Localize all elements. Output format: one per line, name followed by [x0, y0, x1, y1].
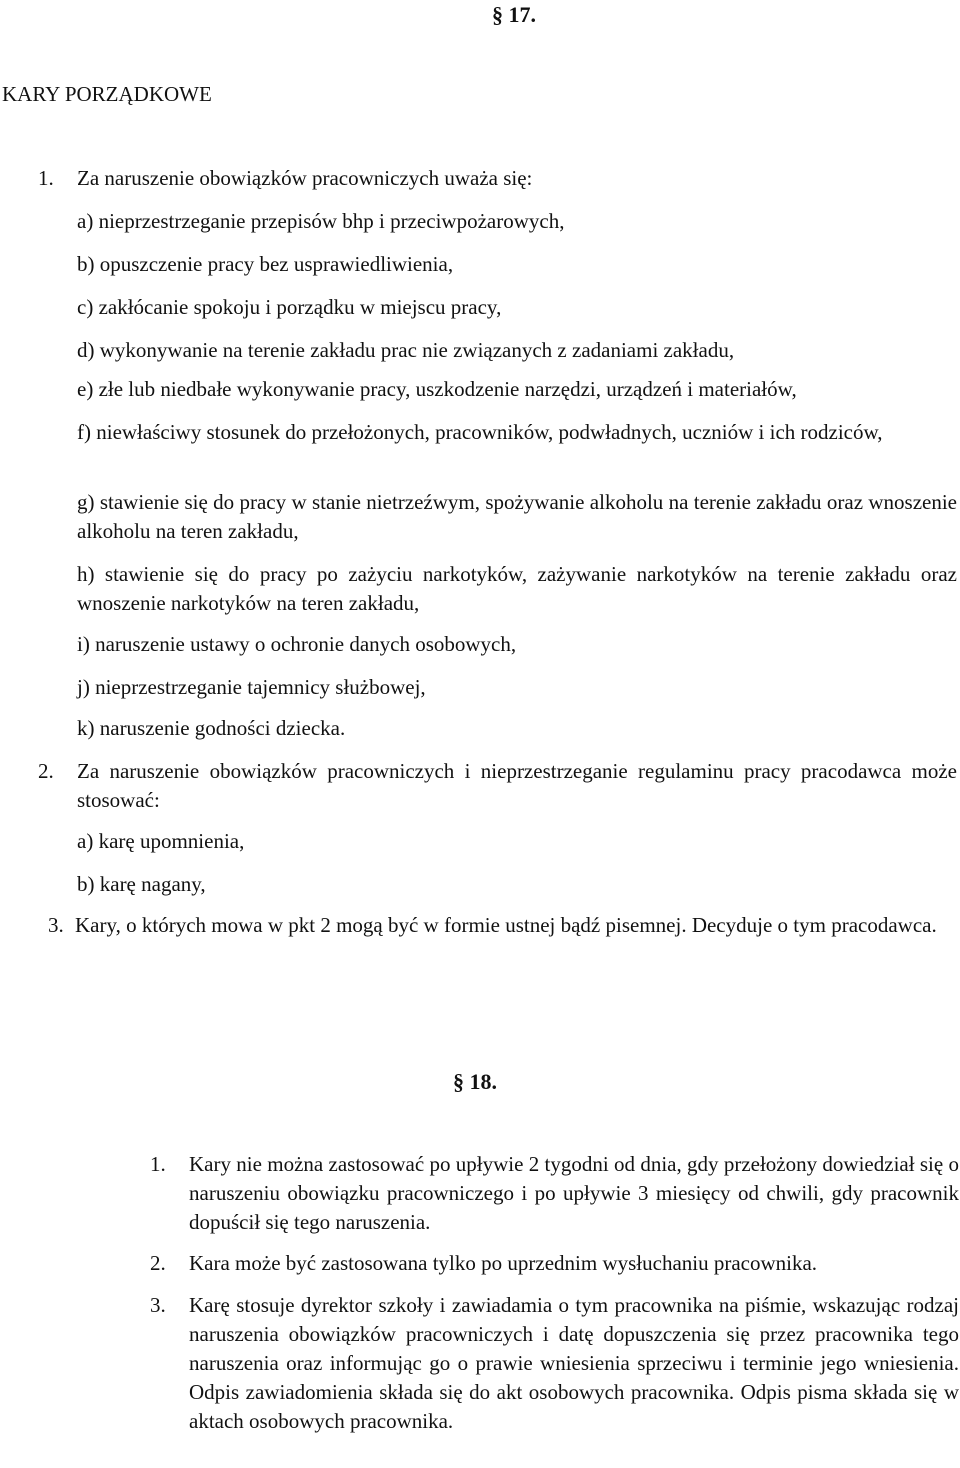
- list-item: a) karę upomnienia,: [77, 829, 245, 853]
- point-text: Karę stosuje dyrektor szkoły i zawiadamia o tym pracownika na piśmie, wskazując rodzaj naruszenia obowiązków pracowniczych i datę dopuszczenia się przez pracownika tego naruszenia oraz informując go o prawie wniesienia sprzeciwu i terminie jego wniesienia. Odpis zawiadomienia składa się do akt osobowych pracownika. Odpis pisma składa się w aktach osobowych pracownika.: [189, 1293, 959, 1433]
- section-17-heading: § 17.: [492, 2, 536, 27]
- point-text: Kary nie można zastosować po upływie 2 tygodni od dnia, gdy przełożony dowiedział się o naruszeniu obowiązku pracowniczego i po upływie 3 miesięcy od chwili, gdy pracownik dopuścił się tego naruszenia.: [189, 1152, 959, 1234]
- list-item: f) niewłaściwy stosunek do przełożonych, pracowników, podwładnych, uczniów i ich rodziców,: [77, 420, 883, 444]
- point-number: 3.: [150, 1293, 166, 1317]
- point-number: 3.: [48, 913, 64, 937]
- list-item: b) karę nagany,: [77, 872, 206, 896]
- point-text: Kara może być zastosowana tylko po uprzednim wysłuchaniu pracownika.: [189, 1251, 818, 1275]
- point-number: 1.: [38, 166, 54, 190]
- list-item: c) zakłócanie spokoju i porządku w miejscu pracy,: [77, 295, 502, 319]
- list-item: i) naruszenie ustawy o ochronie danych osobowych,: [77, 632, 517, 656]
- point-number: 1.: [150, 1152, 166, 1176]
- list-item: g) stawienie się do pracy w stanie nietrzeźwym, spożywanie alkoholu na terenie zakładu oraz wnoszenie alkoholu na teren zakładu,: [77, 490, 957, 543]
- list-item: h) stawienie się do pracy po zażyciu narkotyków, zażywanie narkotyków na terenie zakładu oraz wnoszenie narkotyków na teren zakładu,: [77, 562, 957, 615]
- point-text: Kary, o których mowa w pkt 2 mogą być w formie ustnej bądź pisemnej. Decyduje o tym pracodawca.: [75, 913, 937, 937]
- list-item: a) nieprzestrzeganie przepisów bhp i przeciwpożarowych,: [77, 209, 565, 233]
- list-item: b) opuszczenie pracy bez usprawiedliwienia,: [77, 252, 454, 276]
- list-item: d) wykonywanie na terenie zakładu prac nie związanych z zadaniami zakładu,: [77, 338, 735, 362]
- point-number: 2.: [38, 759, 54, 783]
- section-18-heading: § 18.: [453, 1069, 497, 1094]
- list-item: j) nieprzestrzeganie tajemnicy służbowej,: [77, 675, 426, 699]
- point-number: 2.: [150, 1251, 166, 1275]
- list-item: e) złe lub niedbałe wykonywanie pracy, uszkodzenie narzędzi, urządzeń i materiałów,: [77, 377, 797, 401]
- point-text: Za naruszenie obowiązków pracowniczych uważa się:: [77, 166, 533, 190]
- point-text: Za naruszenie obowiązków pracowniczych i nieprzestrzeganie regulaminu pracy pracodawca może stosować:: [77, 759, 957, 812]
- section-title: KARY PORZĄDKOWE: [2, 82, 212, 106]
- list-item: k) naruszenie godności dziecka.: [77, 716, 346, 740]
